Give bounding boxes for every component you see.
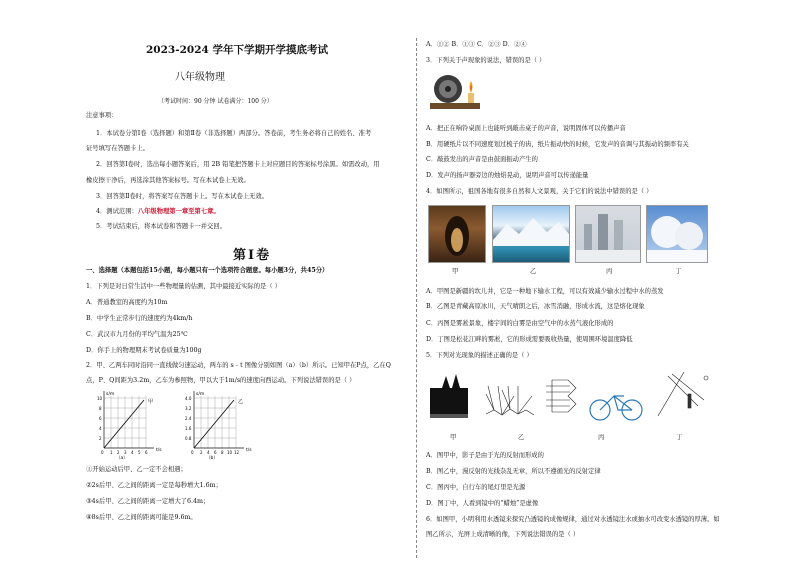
note-line-7: 5．考试结束后，将本试卷和答题卡一并交回。 — [96, 223, 226, 230]
q5-option-c: C．图丙中，自行车的尾灯里是光源 — [426, 484, 526, 491]
tail-light-reflector — [546, 380, 576, 412]
q2-opt-3: ③4s后甲、乙之间的距离一定增大了6.4m； — [86, 498, 210, 505]
note-line-4: 橡皮擦干净后，再选涂其他答案标号。写在本试卷上无效。 — [86, 177, 250, 184]
q5-stem: 5．下列对光现象的描述正确的是（ ） — [426, 352, 533, 359]
exam-meta: （考试时间：90 分钟 试卷满分：100 分） — [158, 98, 273, 105]
graph-a-name: 甲 — [148, 399, 154, 405]
exam-subject: 八年级物理 — [175, 72, 225, 83]
q3-option-d: D．发声的扬声器旁边的烛焰晃动，说明声音可以传递能量 — [426, 172, 589, 179]
photo-karez — [428, 205, 486, 263]
graph-b-ytick: 3.2 — [185, 406, 192, 411]
q5-label-ding: 丁 — [676, 434, 683, 441]
q2-stem-1: 2．甲、乙两车同时沿同一直线做匀速运动，两车的 s﹣t 图像分别如图（a）（b）所示。已知甲在P点，乙在Q — [86, 362, 391, 369]
graph-b-xtick: 8 — [221, 450, 224, 455]
graph-b-ytick: 4.0 — [185, 396, 192, 401]
plane-mirror — [658, 372, 708, 416]
q4-option-b: B．乙图是青藏高原冰川，天气晴朗之后，冰雪消融，形成水流，这是熔化现象 — [426, 303, 645, 310]
graph-a-ytick: 6 — [99, 416, 102, 421]
q5-option-b: B．图乙中，漫反射的光线杂乱无章，所以不遵循光的反射定律 — [426, 468, 601, 475]
q6-stem-2: 图乙所示，光屏上成清晰的像，下列说法错误的是（ ） — [426, 531, 580, 538]
q4-label-yi: 乙 — [530, 268, 537, 275]
graph-a-xtick: 1 — [110, 450, 113, 455]
q5-label-jia: 甲 — [450, 434, 457, 441]
q2-opt-4: ④8s后甲、乙之间的距离可能是9.6m。 — [86, 514, 197, 521]
q5-label-yi: 乙 — [518, 434, 525, 441]
q4-label-jia: 甲 — [452, 268, 459, 275]
q1-option-a: A．普通教室的高度约为10m — [86, 299, 168, 306]
q3-option-b: B．用硬纸片以不同速度划过梳子的齿，纸片振动快的时候，它发声的音调与其振动的频率有关 — [426, 141, 689, 148]
section-instruction: 一、选择题（本题包括15小题，每小题只有一个选项符合题意。每小题3分，共45分） — [86, 267, 329, 274]
graph-b-xtick: 10 — [227, 450, 233, 455]
q5-illustrations — [428, 366, 718, 428]
q4-label-ding: 丁 — [675, 268, 682, 275]
q2-answers: A．①② B．①③ C．②③ D．②④ — [426, 41, 527, 48]
graph-b-xtick: 12 — [234, 450, 240, 455]
q4-stem: 4．如图所示，祖国各地有很多自然和人文景观，关于它们的说法中错误的是（ ） — [426, 188, 653, 195]
graph-b-xtick: 2 — [200, 450, 203, 455]
q3-option-c: C．敲鼓发出的声音是由鼓面振动产生的 — [426, 156, 538, 163]
graph-a-xtick: 4 — [131, 450, 134, 455]
photo-glacier — [492, 205, 570, 263]
graph-a-ylabel: s/m — [106, 392, 115, 397]
graph-a — [84, 388, 174, 460]
photo-fog — [575, 205, 641, 263]
bicycle — [590, 396, 642, 420]
graph-b-xtick: 4 — [207, 450, 210, 455]
exam-title: 2023-2024 学年下学期开学摸底考试 — [146, 44, 328, 56]
shadow-figure — [430, 374, 468, 418]
q5-option-d: D．图丁中，人看到镜中的“蜡烛”是虚像 — [426, 500, 539, 507]
diffuse-reflection — [486, 386, 534, 415]
note-line-6 — [96, 208, 220, 216]
graph-a-xtick: 0 — [101, 450, 104, 455]
q4-option-a: A．甲图是新疆的坎儿井，它是一种地下输水工程，可以有效减少输水过程中水的蒸发 — [426, 288, 664, 295]
note-scope-label: 4．测试范围： — [96, 208, 138, 215]
graph-b-name: 乙 — [238, 399, 244, 405]
graph-b-xlabel: t/s — [246, 448, 252, 453]
q1-option-b: B．中学生正常步行的速度约为4km/h — [86, 315, 193, 322]
graph-a-xtick: 5 — [138, 450, 141, 455]
q1-option-c: C．武汉市九月份的平均气温为25℃ — [86, 331, 188, 338]
q1-stem: 1．下列是对日常生活中一些物理量的估测，其中最接近实际的是（ ） — [86, 283, 281, 290]
q2-opt-2: ②2s后甲、乙之间的距离一定是每秒增大1.6m； — [86, 482, 222, 489]
graph-b-ytick: 0.8 — [185, 436, 192, 441]
photo-rime — [646, 205, 708, 263]
note-line-5: 3．回答第Ⅱ卷时，将答案写在答题卡上。写在本试卷上无效。 — [96, 193, 269, 200]
notes-heading: 注意事项： — [86, 112, 118, 119]
graph-b-caption: （b） — [206, 456, 218, 460]
note-line-3: 2．回答第Ⅰ卷时，选出每小题答案后，用 2B 铅笔把答题卡上对应题目的答案标号涂黑。如需改动，用 — [96, 161, 380, 168]
graph-a-caption: （a） — [116, 456, 128, 460]
q2-opt-1: ①开始运动后甲、乙一定不会相遇； — [86, 466, 187, 473]
graph-a-ytick: 4 — [99, 426, 102, 431]
graph-b-ylabel: s/m — [196, 392, 205, 397]
graph-b-ytick: 1.6 — [185, 426, 192, 431]
graph-a-ytick: 8 — [99, 406, 102, 411]
graph-b-xtick: 6 — [214, 450, 217, 455]
note-line-2: 证号填写在答题卡上。 — [86, 145, 149, 152]
q1-option-d: D．你手上的物理期末考试卷质量为100g — [86, 347, 202, 354]
q2-stem-2: 点，P、Q间距为3.2m，乙车为参照物，甲以大于1m/s的速度向西运动。下列说法错误的是（ ） — [86, 377, 356, 384]
graph-a-xtick: 2 — [117, 450, 120, 455]
section-title: 第Ⅰ卷 — [233, 248, 272, 263]
q4-label-bing: 丙 — [606, 268, 613, 275]
q6-stem-1: 6．如图甲，小明利用水透镜来探究凸透镜的成像规律，通过对水透镜注水或抽水可改变水透镜的厚薄。如 — [426, 516, 720, 523]
speaker-candle-illustration — [428, 71, 488, 113]
column-divider — [416, 38, 417, 558]
q4-option-d: D．丁图是松花江畔的雾凇，它的形成需要吸收热量，使周围环境温度降低 — [426, 336, 633, 343]
graph-a-ytick: 10 — [97, 396, 103, 401]
graph-a-xtick: 6 — [145, 450, 148, 455]
graph-b-ytick: 2.4 — [185, 416, 192, 421]
q5-label-bing: 丙 — [598, 434, 605, 441]
note-scope-value: 八年级物理第一章至第七章。 — [137, 208, 220, 215]
graph-b — [172, 388, 264, 460]
graph-a-ytick: 2 — [99, 436, 102, 441]
graph-a-xlabel: t/s — [156, 448, 162, 453]
q4-option-c: C．丙图是雾凇景象，楼宇间的白雾是由空气中的水蒸气液化形成的 — [426, 320, 614, 327]
note-line-1: 1．本试卷分第Ⅰ卷（选择题）和第Ⅱ卷（非选择题）两部分。答卷前，考生务必将自己的姓名、准考 — [96, 130, 372, 137]
q3-option-a: A．把正在响铃桌面上也能听到敲击桌子的声音，说明固体可以传播声音 — [426, 125, 626, 132]
q3-stem: 3．下列关于声现象的说法，错误的是（ ） — [426, 57, 546, 64]
graph-b-xtick: 0 — [191, 450, 194, 455]
graph-a-xtick: 3 — [124, 450, 127, 455]
q5-option-a: A．图甲中，影子是由于光的反射而形成的 — [426, 452, 544, 459]
